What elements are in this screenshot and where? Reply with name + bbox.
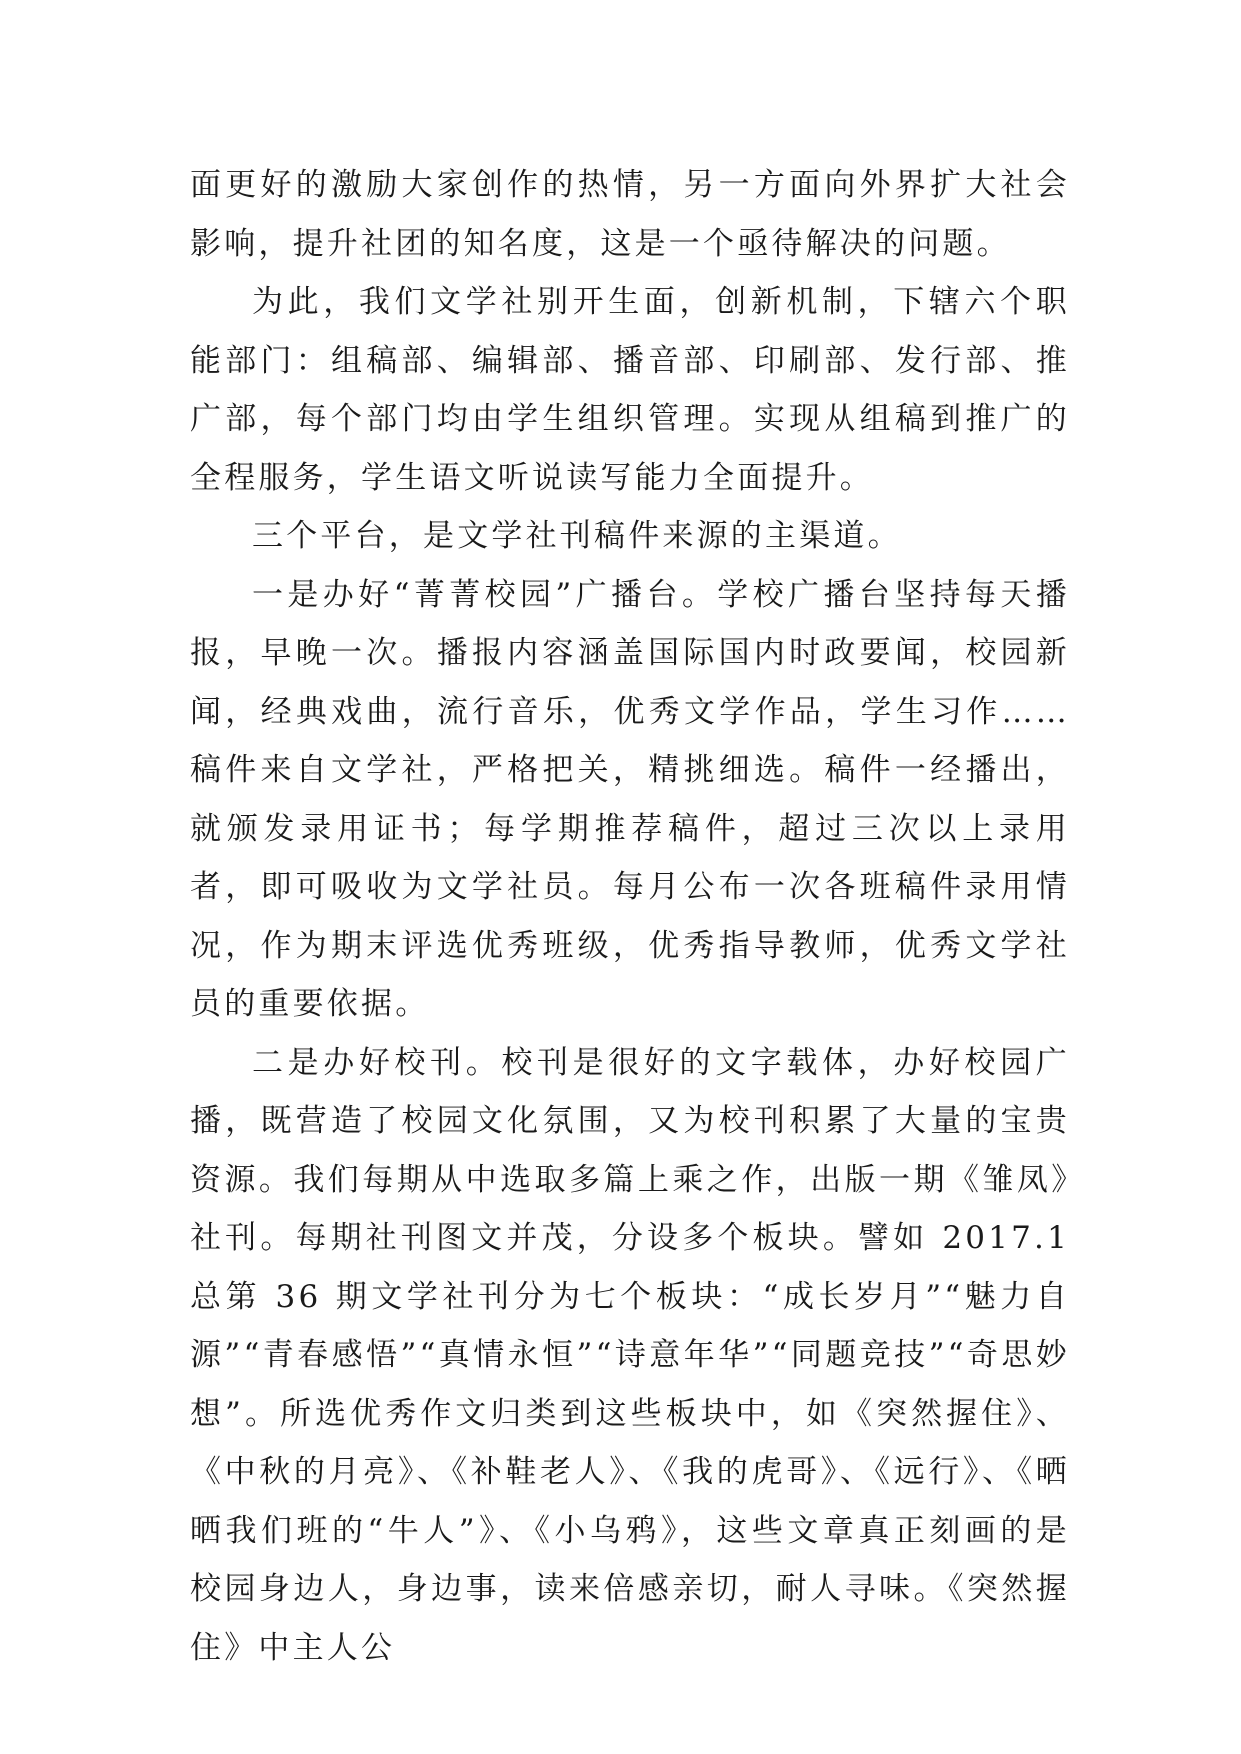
document-body (190, 156, 1070, 1677)
paragraph-2: 为此，我们文学社别开生面，创新机制，下辖六个职能部门：组稿部、编辑部、播音部、印刷部、发行部、推广部，每个部门均由学生组织管理。实现从组稿到推广的全程服务，学生语文听说读写能力全面提升。 (190, 284, 1070, 496)
paragraph-4: 一是办好“菁菁校园”广播台。学校广播台坚持每天播报，早晚一次。播报内容涵盖国际国内时政要闻，校园新闻，经典戏曲，流行音乐，优秀文学作品，学生习作……稿件来自文学社，严格把关，精挑细选。稿件一经播出，就颁发录用证书；每学期推荐稿件，超过三次以上录用者，即可吸收为文学社员。每月公布一次各班稿件录用情况，作为期末评选优秀班级，优秀指导教师，优秀文学社员的重要依据。 (190, 576, 1070, 1022)
paragraph-5: 二是办好校刊。校刊是很好的文字载体，办好校园广播，既营造了校园文化氛围，又为校刊积累了大量的宝贵资源。我们每期从中选取多篇上乘之作，出版一期《雏凤》社刊。每期社刊图文并茂，分设多个板块。譬如 2017.1 总第 36 期文学社刊分为七个板块：“成长岁月”“魅力自源”“青春感悟”“真情永恒”“诗意年华”“同题竞技”“奇思妙想”。所选优秀作文归类到这些板块中，如《突然握住》、《中秋的月亮》、《补鞋老人》、《我的虎哥》、《远行》、《晒晒我们班的“牛人”》、《小乌鸦》，这些文章真正刻画的是校园身边人，身边事，读来倍感亲切，耐人寻味。《突然握住》中主人公 (190, 1044, 1070, 1666)
paragraph-3: 三个平台，是文学社刊稿件来源的主渠道。 (252, 518, 902, 554)
paragraph-1: 面更好的激励大家创作的热情，另一方面向外界扩大社会影响，提升社团的知名度，这是一个亟待解决的问题。 (190, 167, 1070, 262)
